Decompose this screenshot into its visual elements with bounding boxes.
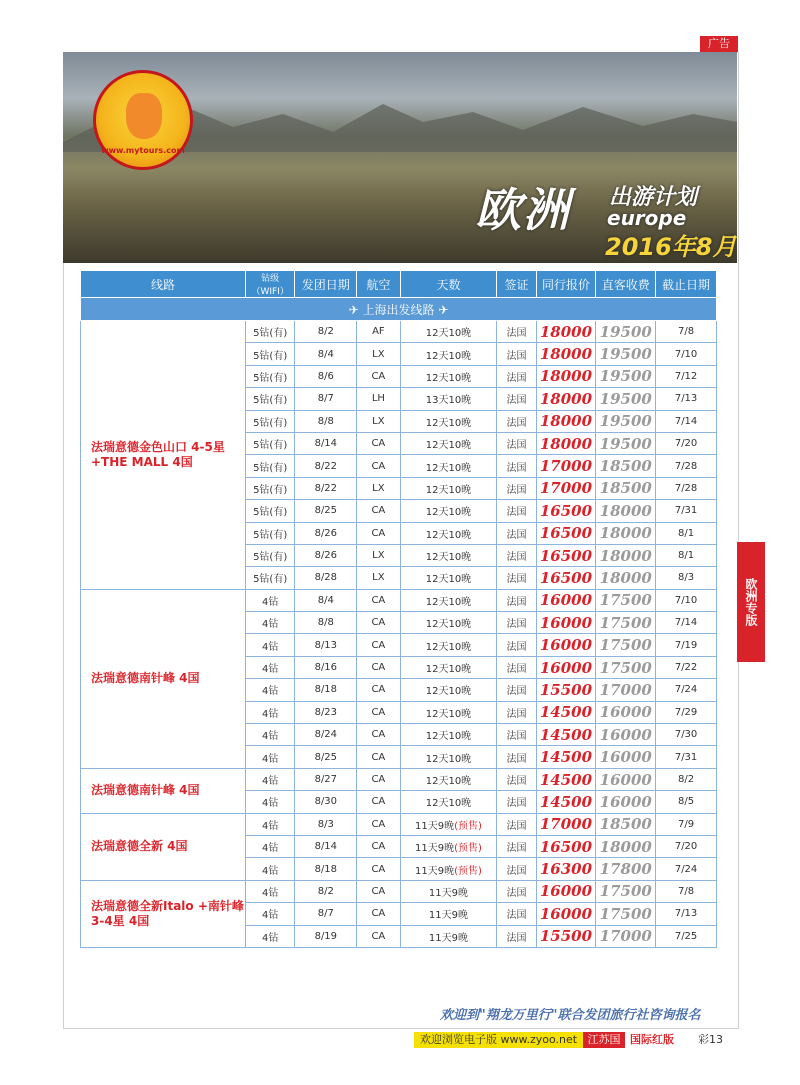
visa: 法国 (497, 858, 536, 880)
airline: LX (357, 544, 400, 566)
diamond-level: 4钻 (245, 903, 294, 925)
peer-price: 17000 (536, 477, 596, 499)
deadline: 7/8 (656, 321, 717, 343)
duration-text: 11天9晚 (415, 843, 455, 855)
banner-english-title: europe (607, 206, 687, 230)
peer-price: 15500 (536, 679, 596, 701)
visa: 法国 (497, 925, 536, 947)
airline: CA (357, 903, 400, 925)
diamond-level: 5钻(有) (245, 522, 294, 544)
deadline: 7/30 (656, 724, 717, 746)
duration-text: 13天10晚 (425, 395, 472, 407)
departure-date: 8/7 (295, 388, 357, 410)
direct-price: 16000 (596, 746, 656, 768)
tour-price-table (80, 270, 717, 948)
direct-price: 16000 (596, 701, 656, 723)
duration (400, 455, 497, 477)
airline: CA (357, 589, 400, 611)
direct-price: 18000 (596, 500, 656, 522)
departure-date: 8/8 (295, 612, 357, 634)
diamond-level: 4钻 (245, 589, 294, 611)
airline: CA (357, 612, 400, 634)
column-header: 直客收费 (596, 271, 656, 298)
direct-price: 17000 (596, 679, 656, 701)
column-header: 发团日期 (295, 271, 357, 298)
column-header: 线路 (81, 271, 246, 298)
departure-date: 8/2 (295, 321, 357, 343)
footer-label: 国际红版 (630, 1033, 674, 1046)
duration-text: 12天10晚 (425, 776, 472, 787)
duration (400, 522, 497, 544)
duration-text: 11天9晚 (428, 910, 468, 922)
departure-date: 8/22 (295, 477, 357, 499)
duration-text: 12天10晚 (425, 507, 472, 519)
deadline: 8/1 (656, 544, 717, 566)
direct-price: 17500 (596, 903, 656, 925)
peer-price: 16500 (536, 522, 596, 544)
airline: LX (357, 343, 400, 365)
column-header: 签证 (497, 271, 536, 298)
peer-price: 14500 (536, 701, 596, 723)
diamond-level: 4钻 (245, 746, 294, 768)
direct-price: 18000 (596, 544, 656, 566)
visa: 法国 (497, 567, 536, 589)
deadline: 7/13 (656, 388, 717, 410)
airline: CA (357, 701, 400, 723)
departure-date: 8/23 (295, 701, 357, 723)
diamond-level: 5钻(有) (245, 455, 294, 477)
peer-price: 16000 (536, 634, 596, 656)
duration (400, 544, 497, 566)
direct-price: 19500 (596, 343, 656, 365)
direct-price: 16000 (596, 724, 656, 746)
diamond-level: 5钻(有) (245, 567, 294, 589)
airline: CA (357, 500, 400, 522)
airline: LX (357, 410, 400, 432)
deadline: 7/24 (656, 679, 717, 701)
direct-price: 17500 (596, 656, 656, 678)
route-name: 法瑞意德南针峰 4国 (81, 768, 246, 813)
direct-price: 19500 (596, 432, 656, 454)
airline: CA (357, 791, 400, 813)
welcome-text: 欢迎到"翔龙万里行"联合发团旅行社咨询报名 (440, 1008, 701, 1023)
footer-page-number: 彩13 (698, 1033, 723, 1046)
deadline: 7/28 (656, 477, 717, 499)
departure-date: 8/13 (295, 634, 357, 656)
peer-price: 16500 (536, 567, 596, 589)
visa: 法国 (497, 455, 536, 477)
duration-text: 12天10晚 (425, 417, 472, 429)
visa: 法国 (497, 500, 536, 522)
peer-price: 14500 (536, 724, 596, 746)
table-header-row (81, 271, 717, 298)
duration-text: 12天10晚 (425, 574, 472, 586)
visa: 法国 (497, 477, 536, 499)
diamond-level: 5钻(有) (245, 321, 294, 343)
duration-text: 11天9晚 (415, 865, 455, 877)
duration (400, 365, 497, 387)
peer-price: 14500 (536, 746, 596, 768)
peer-price: 18000 (536, 388, 596, 410)
duration (400, 634, 497, 656)
departure-date: 8/27 (295, 768, 357, 790)
deadline: 7/28 (656, 455, 717, 477)
duration-text: 12天10晚 (425, 686, 472, 698)
peer-price: 15500 (536, 925, 596, 947)
airplane-icon: ✈ (434, 302, 449, 317)
direct-price: 17500 (596, 634, 656, 656)
visa: 法国 (497, 634, 536, 656)
duration (400, 321, 497, 343)
airline: CA (357, 813, 400, 835)
departure-date: 8/6 (295, 365, 357, 387)
visa: 法国 (497, 701, 536, 723)
departure-date: 8/4 (295, 343, 357, 365)
duration-text: 12天10晚 (425, 798, 472, 810)
peer-price: 18000 (536, 321, 596, 343)
duration-text: 12天10晚 (425, 462, 472, 474)
duration (400, 880, 497, 902)
airline: CA (357, 880, 400, 902)
diamond-level: 4钻 (245, 634, 294, 656)
peer-price: 18000 (536, 343, 596, 365)
visa: 法国 (497, 544, 536, 566)
route-name: 法瑞意德南针峰 4国 (81, 589, 246, 768)
visa: 法国 (497, 612, 536, 634)
departure-date: 8/14 (295, 835, 357, 857)
airline: CA (357, 455, 400, 477)
duration (400, 791, 497, 813)
diamond-level: 5钻(有) (245, 500, 294, 522)
peer-price: 14500 (536, 791, 596, 813)
deadline: 7/12 (656, 365, 717, 387)
airline: CA (357, 365, 400, 387)
departure-date: 8/7 (295, 903, 357, 925)
section-title (81, 298, 717, 321)
duration (400, 410, 497, 432)
airline: CA (357, 768, 400, 790)
airline: CA (357, 432, 400, 454)
duration (400, 567, 497, 589)
deadline: 7/31 (656, 500, 717, 522)
direct-price: 17500 (596, 880, 656, 902)
departure-date: 8/26 (295, 522, 357, 544)
airline: CA (357, 724, 400, 746)
diamond-level: 4钻 (245, 656, 294, 678)
duration-text: 12天10晚 (425, 596, 472, 608)
departure-date: 8/25 (295, 746, 357, 768)
duration (400, 768, 497, 790)
airline: CA (357, 858, 400, 880)
column-header: 截止日期 (656, 271, 717, 298)
duration (400, 388, 497, 410)
direct-price: 19500 (596, 365, 656, 387)
peer-price: 16300 (536, 858, 596, 880)
banner-subtitle: 出游计划 (609, 185, 698, 210)
duration (400, 701, 497, 723)
table-row (81, 768, 717, 790)
duration (400, 925, 497, 947)
deadline: 7/14 (656, 612, 717, 634)
departure-date: 8/26 (295, 544, 357, 566)
direct-price: 19500 (596, 410, 656, 432)
duration (400, 500, 497, 522)
diamond-level: 4钻 (245, 813, 294, 835)
deadline: 7/19 (656, 634, 717, 656)
deadline: 8/3 (656, 567, 717, 589)
direct-price: 19500 (596, 388, 656, 410)
duration (400, 612, 497, 634)
direct-price: 18000 (596, 567, 656, 589)
peer-price: 16000 (536, 612, 596, 634)
footer-edition: 江苏国际版 (583, 1032, 625, 1048)
diamond-level: 5钻(有) (245, 410, 294, 432)
diamond-level: 5钻(有) (245, 388, 294, 410)
departure-date: 8/25 (295, 500, 357, 522)
deadline: 7/22 (656, 656, 717, 678)
airline: CA (357, 634, 400, 656)
deadline: 8/2 (656, 768, 717, 790)
visa: 法国 (497, 791, 536, 813)
route-name: 法瑞意德全新Italo +南针峰3-4星 4国 (81, 880, 246, 947)
diamond-level: 4钻 (245, 835, 294, 857)
departure-date: 8/3 (295, 813, 357, 835)
duration-text: 12天10晚 (425, 753, 472, 765)
diamond-level: 4钻 (245, 791, 294, 813)
peer-price: 16500 (536, 500, 596, 522)
route-name: 法瑞意德金色山口 4-5星+THE MALL 4国 (81, 321, 246, 590)
direct-price: 18500 (596, 477, 656, 499)
airline: LH (357, 388, 400, 410)
departure-date: 8/4 (295, 589, 357, 611)
duration (400, 903, 497, 925)
diamond-level: 4钻 (245, 858, 294, 880)
departure-date: 8/18 (295, 858, 357, 880)
direct-price: 18000 (596, 522, 656, 544)
visa: 法国 (497, 365, 536, 387)
deadline: 7/8 (656, 880, 717, 902)
departure-date: 8/2 (295, 880, 357, 902)
departure-date: 8/28 (295, 567, 357, 589)
direct-price: 16000 (596, 768, 656, 790)
airline: CA (357, 656, 400, 678)
side-tab-europe: 欧洲专版 (737, 542, 765, 662)
kangaroo-mascot-icon (126, 93, 162, 139)
peer-price: 17000 (536, 813, 596, 835)
duration-text: 12天10晚 (425, 731, 472, 743)
deadline: 8/1 (656, 522, 717, 544)
presale-note: (预售) (454, 865, 482, 877)
deadline: 7/29 (656, 701, 717, 723)
airline: CA (357, 925, 400, 947)
diamond-level: 5钻(有) (245, 343, 294, 365)
diamond-level: 5钻(有) (245, 544, 294, 566)
airline: CA (357, 679, 400, 701)
departure-date: 8/22 (295, 455, 357, 477)
airline: AF (357, 321, 400, 343)
visa: 法国 (497, 880, 536, 902)
visa: 法国 (497, 746, 536, 768)
ad-tag: 广告 (700, 36, 738, 52)
visa: 法国 (497, 432, 536, 454)
visa: 法国 (497, 321, 536, 343)
airline: CA (357, 835, 400, 857)
visa: 法国 (497, 589, 536, 611)
diamond-level: 5钻(有) (245, 477, 294, 499)
airline: CA (357, 522, 400, 544)
direct-price: 16000 (596, 791, 656, 813)
diamond-level: 4钻 (245, 768, 294, 790)
column-header: 天数 (400, 271, 497, 298)
duration-text: 12天10晚 (425, 619, 472, 631)
peer-price: 18000 (536, 410, 596, 432)
deadline: 7/24 (656, 858, 717, 880)
duration-text: 12天10晚 (425, 664, 472, 676)
departure-date: 8/24 (295, 724, 357, 746)
duration-text: 12天10晚 (425, 552, 472, 564)
logo-text: www.mytours.com (101, 146, 185, 155)
departure-date: 8/16 (295, 656, 357, 678)
departure-date: 8/18 (295, 679, 357, 701)
deadline: 7/25 (656, 925, 717, 947)
column-header: 航空 (357, 271, 400, 298)
visa: 法国 (497, 522, 536, 544)
peer-price: 16000 (536, 880, 596, 902)
duration (400, 679, 497, 701)
visa: 法国 (497, 410, 536, 432)
duration (400, 813, 497, 835)
diamond-level: 4钻 (245, 612, 294, 634)
visa: 法国 (497, 388, 536, 410)
duration-text: 11天9晚 (428, 932, 468, 944)
airline: CA (357, 746, 400, 768)
duration (400, 746, 497, 768)
peer-price: 18000 (536, 365, 596, 387)
visa: 法国 (497, 903, 536, 925)
duration (400, 858, 497, 880)
peer-price: 14500 (536, 768, 596, 790)
deadline: 7/14 (656, 410, 717, 432)
direct-price: 17800 (596, 858, 656, 880)
route-name: 法瑞意德全新 4国 (81, 813, 246, 880)
duration (400, 477, 497, 499)
banner-date: 2016年8月 (605, 233, 737, 261)
direct-price: 18000 (596, 835, 656, 857)
presale-note: (预售) (454, 820, 482, 832)
peer-price: 18000 (536, 432, 596, 454)
direct-price: 18500 (596, 813, 656, 835)
table-row (81, 321, 717, 343)
peer-price: 16000 (536, 903, 596, 925)
section-row (81, 298, 717, 321)
diamond-level: 4钻 (245, 701, 294, 723)
brand-logo (93, 70, 193, 170)
duration-text: 12天10晚 (425, 641, 472, 653)
peer-price: 16500 (536, 835, 596, 857)
visa: 法国 (497, 813, 536, 835)
deadline: 7/31 (656, 746, 717, 768)
peer-price: 16500 (536, 544, 596, 566)
duration-text: 12天10晚 (425, 328, 472, 340)
diamond-level: 5钻(有) (245, 365, 294, 387)
diamond-level: 4钻 (245, 880, 294, 902)
banner-image (63, 52, 737, 263)
column-header: 同行报价 (536, 271, 596, 298)
banner-title: 欧洲 (475, 183, 571, 237)
presale-note: (预售) (454, 843, 482, 855)
direct-price: 17000 (596, 925, 656, 947)
table-row (81, 880, 717, 902)
duration (400, 835, 497, 857)
duration (400, 724, 497, 746)
peer-price: 17000 (536, 455, 596, 477)
departure-date: 8/14 (295, 432, 357, 454)
direct-price: 17500 (596, 589, 656, 611)
duration-text: 12天10晚 (425, 350, 472, 362)
visa: 法国 (497, 656, 536, 678)
visa: 法国 (497, 724, 536, 746)
duration (400, 656, 497, 678)
diamond-level: 4钻 (245, 724, 294, 746)
deadline: 7/20 (656, 432, 717, 454)
duration (400, 343, 497, 365)
duration-text: 12天10晚 (425, 372, 472, 384)
duration (400, 589, 497, 611)
diamond-level: 4钻 (245, 679, 294, 701)
airline: LX (357, 567, 400, 589)
airplane-icon: ✈ (348, 302, 363, 317)
deadline: 7/20 (656, 835, 717, 857)
direct-price: 17500 (596, 612, 656, 634)
table-row (81, 813, 717, 835)
duration (400, 432, 497, 454)
duration-text: 12天10晚 (425, 484, 472, 496)
duration-text: 11天9晚 (428, 887, 468, 899)
deadline: 7/13 (656, 903, 717, 925)
section-title-text: 上海出发线路 (362, 302, 435, 317)
duration-text: 12天10晚 (425, 440, 472, 452)
departure-date: 8/19 (295, 925, 357, 947)
deadline: 7/10 (656, 589, 717, 611)
direct-price: 18500 (596, 455, 656, 477)
departure-date: 8/8 (295, 410, 357, 432)
peer-price: 16000 (536, 589, 596, 611)
duration-text: 12天10晚 (425, 529, 472, 541)
duration-text: 11天9晚 (415, 820, 455, 832)
diamond-level: 5钻(有) (245, 432, 294, 454)
visa: 法国 (497, 679, 536, 701)
visa: 法国 (497, 343, 536, 365)
visa: 法国 (497, 768, 536, 790)
footer-browse: 欢迎浏览电子版 www.zyoo.net (414, 1032, 586, 1048)
deadline: 7/9 (656, 813, 717, 835)
departure-date: 8/30 (295, 791, 357, 813)
peer-price: 16000 (536, 656, 596, 678)
column-header: 钻级（WIFI） (245, 271, 294, 298)
deadline: 7/10 (656, 343, 717, 365)
airline: LX (357, 477, 400, 499)
visa: 法国 (497, 835, 536, 857)
duration-text: 12天10晚 (425, 708, 472, 720)
direct-price: 19500 (596, 321, 656, 343)
diamond-level: 4钻 (245, 925, 294, 947)
table-row (81, 589, 717, 611)
deadline: 8/5 (656, 791, 717, 813)
